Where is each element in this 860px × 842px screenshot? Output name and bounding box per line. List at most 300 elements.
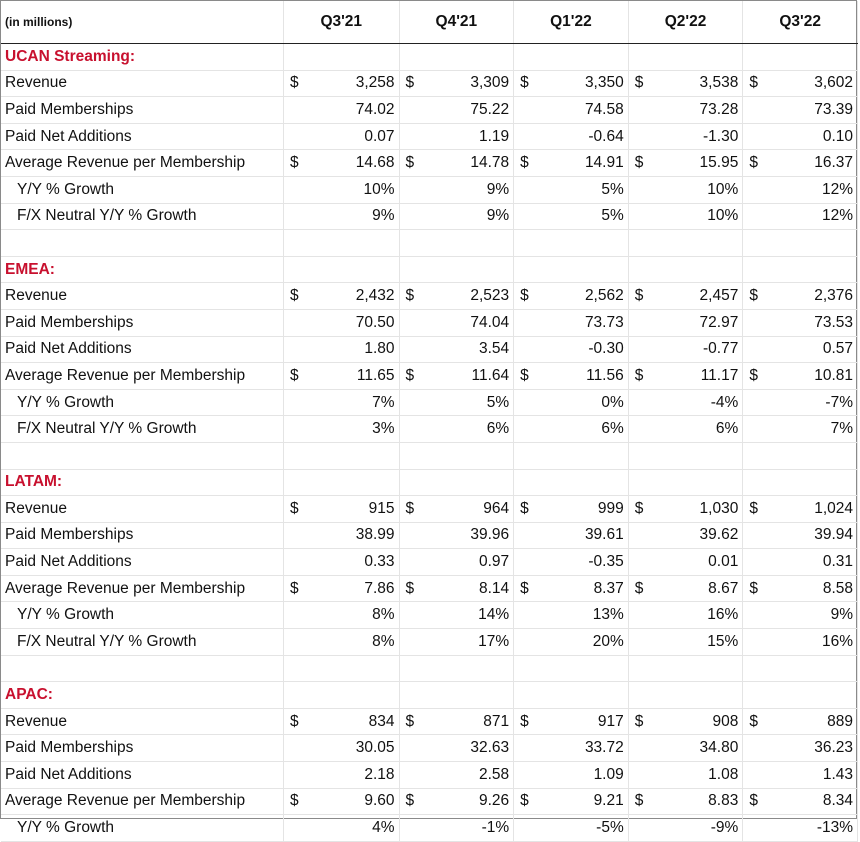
value-cell: 0.57 [765, 336, 858, 363]
empty-cell [628, 389, 650, 416]
spacer-cell [306, 655, 399, 682]
row-label: Paid Net Additions [1, 123, 283, 150]
spacer-cell [514, 230, 536, 257]
currency-symbol: $ [399, 283, 421, 310]
value-cell: 5% [421, 389, 513, 416]
empty-cell [628, 176, 650, 203]
empty-cell [399, 309, 421, 336]
value-cell: 5% [536, 176, 628, 203]
empty-cell [399, 469, 421, 496]
value-cell: 834 [306, 708, 399, 735]
empty-cell [514, 762, 536, 789]
value-cell: 15.95 [650, 150, 742, 177]
value-cell: 16% [650, 602, 742, 629]
table-row [1, 602, 858, 629]
empty-cell [514, 549, 536, 576]
empty-cell [514, 735, 536, 762]
value-cell: 10% [650, 203, 742, 230]
row-label: F/X Neutral Y/Y % Growth [1, 203, 283, 230]
value-cell: 7.86 [306, 575, 399, 602]
value-cell: 8.83 [650, 788, 742, 815]
currency-symbol: $ [283, 150, 305, 177]
currency-symbol: $ [743, 70, 765, 97]
empty-cell [399, 336, 421, 363]
empty-cell [514, 203, 536, 230]
currency-symbol: $ [628, 363, 650, 390]
empty-cell [399, 44, 421, 71]
currency-symbol: $ [743, 575, 765, 602]
value-cell: 14.68 [306, 150, 399, 177]
value-cell: 14.91 [536, 150, 628, 177]
currency-symbol: $ [514, 150, 536, 177]
empty-cell [283, 815, 305, 842]
currency-symbol: $ [283, 708, 305, 735]
currency-symbol: $ [743, 496, 765, 523]
empty-cell [399, 203, 421, 230]
value-cell: 36.23 [765, 735, 858, 762]
value-cell: 1,030 [650, 496, 742, 523]
spacer-cell [650, 442, 742, 469]
empty-cell [628, 256, 650, 283]
table-row [1, 176, 858, 203]
value-cell: 20% [536, 629, 628, 656]
value-cell: 10.81 [765, 363, 858, 390]
spacer-row [1, 230, 858, 257]
value-cell: 3% [306, 416, 399, 443]
value-cell: 39.94 [765, 522, 858, 549]
row-label: Paid Memberships [1, 97, 283, 124]
value-cell: 16.37 [765, 150, 858, 177]
empty-cell [283, 549, 305, 576]
table-row [1, 363, 858, 390]
empty-cell [514, 682, 536, 709]
section-header-row [1, 682, 858, 709]
currency-symbol: $ [514, 788, 536, 815]
value-cell: 73.39 [765, 97, 858, 124]
value-cell: 2,457 [650, 283, 742, 310]
value-cell: 2,523 [421, 283, 513, 310]
table-row [1, 123, 858, 150]
value-cell: 9.60 [306, 788, 399, 815]
value-cell: 6% [536, 416, 628, 443]
value-cell: -0.77 [650, 336, 742, 363]
empty-cell [514, 416, 536, 443]
quarter-header: Q3'22 [743, 1, 858, 44]
value-cell: -0.30 [536, 336, 628, 363]
section-header-row [1, 44, 858, 71]
empty-cell [743, 549, 765, 576]
quarter-header: Q1'22 [514, 1, 629, 44]
empty-cell [399, 416, 421, 443]
empty-cell [743, 176, 765, 203]
row-label: Average Revenue per Membership [1, 788, 283, 815]
empty-cell [743, 44, 765, 71]
empty-cell [283, 389, 305, 416]
table-row [1, 522, 858, 549]
value-cell: 15% [650, 629, 742, 656]
currency-symbol: $ [399, 788, 421, 815]
value-cell: 1.19 [421, 123, 513, 150]
value-cell: 0.31 [765, 549, 858, 576]
currency-symbol: $ [514, 708, 536, 735]
empty-cell [283, 309, 305, 336]
units-label: (in millions) [1, 1, 283, 44]
empty-cell [514, 815, 536, 842]
section-title: APAC: [1, 682, 283, 709]
currency-symbol: $ [283, 496, 305, 523]
value-cell: 34.80 [650, 735, 742, 762]
empty-cell [514, 123, 536, 150]
empty-cell [743, 629, 765, 656]
value-cell: 10% [650, 176, 742, 203]
empty-cell [743, 203, 765, 230]
empty-cell [628, 336, 650, 363]
regional-metrics-table [1, 1, 858, 842]
value-cell: 72.97 [650, 309, 742, 336]
section-title: LATAM: [1, 469, 283, 496]
value-cell: 74.02 [306, 97, 399, 124]
value-cell: 38.99 [306, 522, 399, 549]
currency-symbol: $ [399, 496, 421, 523]
value-cell: 0% [536, 389, 628, 416]
row-label: Revenue [1, 708, 283, 735]
value-cell: 3,538 [650, 70, 742, 97]
value-cell: 3,258 [306, 70, 399, 97]
empty-cell [628, 629, 650, 656]
empty-cell [514, 256, 536, 283]
value-cell: 0.01 [650, 549, 742, 576]
value-cell: 0.33 [306, 549, 399, 576]
currency-symbol: $ [283, 575, 305, 602]
row-label: Y/Y % Growth [1, 815, 283, 842]
value-cell: 39.62 [650, 522, 742, 549]
row-label: Revenue [1, 283, 283, 310]
currency-symbol: $ [743, 283, 765, 310]
empty-cell [399, 815, 421, 842]
value-cell: 14% [421, 602, 513, 629]
value-cell: 13% [536, 602, 628, 629]
value-cell: -0.35 [536, 549, 628, 576]
spacer-cell [514, 655, 536, 682]
empty-cell [743, 336, 765, 363]
value-cell: 73.73 [536, 309, 628, 336]
value-cell: 964 [421, 496, 513, 523]
empty-cell [628, 44, 650, 71]
empty-cell [743, 602, 765, 629]
value-cell: 999 [536, 496, 628, 523]
value-cell: 4% [306, 815, 399, 842]
row-label: Paid Net Additions [1, 762, 283, 789]
table-row [1, 150, 858, 177]
table-row [1, 788, 858, 815]
empty-cell [743, 522, 765, 549]
value-cell: 9.26 [421, 788, 513, 815]
table-row [1, 815, 858, 842]
value-cell: 6% [650, 416, 742, 443]
row-label: Paid Net Additions [1, 549, 283, 576]
table-row [1, 496, 858, 523]
value-cell: 0.10 [765, 123, 858, 150]
empty-cell [514, 602, 536, 629]
empty-cell [514, 309, 536, 336]
value-cell: 9% [421, 176, 513, 203]
empty-cell [283, 176, 305, 203]
spacer-row [1, 655, 858, 682]
empty-cell [628, 97, 650, 124]
spacer-cell [399, 230, 421, 257]
currency-symbol: $ [283, 363, 305, 390]
spacer-cell [536, 655, 628, 682]
table-row [1, 575, 858, 602]
value-cell: 1,024 [765, 496, 858, 523]
value-cell: 2,562 [536, 283, 628, 310]
value-cell: 74.58 [536, 97, 628, 124]
table-body [1, 1, 858, 841]
value-cell: 2,376 [765, 283, 858, 310]
empty-cell [283, 629, 305, 656]
row-label: Paid Memberships [1, 735, 283, 762]
value-cell: 0.97 [421, 549, 513, 576]
empty-cell [306, 682, 399, 709]
empty-cell [399, 549, 421, 576]
value-cell: 30.05 [306, 735, 399, 762]
value-cell: 39.96 [421, 522, 513, 549]
empty-cell [306, 44, 399, 71]
empty-cell [743, 416, 765, 443]
currency-symbol: $ [628, 496, 650, 523]
value-cell: -1.30 [650, 123, 742, 150]
row-label: Average Revenue per Membership [1, 150, 283, 177]
row-label: Average Revenue per Membership [1, 363, 283, 390]
empty-cell [514, 336, 536, 363]
value-cell: 32.63 [421, 735, 513, 762]
table-row [1, 416, 858, 443]
value-cell: 11.65 [306, 363, 399, 390]
empty-cell [743, 735, 765, 762]
empty-cell [283, 416, 305, 443]
empty-cell [399, 389, 421, 416]
table-row [1, 735, 858, 762]
currency-symbol: $ [743, 788, 765, 815]
empty-cell [421, 469, 513, 496]
value-cell: 908 [650, 708, 742, 735]
row-label: F/X Neutral Y/Y % Growth [1, 416, 283, 443]
empty-cell [743, 389, 765, 416]
value-cell: 7% [306, 389, 399, 416]
value-cell: 5% [536, 203, 628, 230]
currency-symbol: $ [399, 70, 421, 97]
value-cell: 1.08 [650, 762, 742, 789]
spacer-cell [650, 655, 742, 682]
empty-cell [743, 97, 765, 124]
spacer-cell [628, 230, 650, 257]
section-title: EMEA: [1, 256, 283, 283]
table-row [1, 708, 858, 735]
table-row [1, 203, 858, 230]
currency-symbol: $ [628, 150, 650, 177]
row-label: Paid Memberships [1, 522, 283, 549]
spacer-cell [283, 442, 305, 469]
spacer-cell [399, 442, 421, 469]
empty-cell [628, 602, 650, 629]
empty-cell [650, 469, 742, 496]
empty-cell [283, 256, 305, 283]
value-cell: 1.43 [765, 762, 858, 789]
spacer-cell [536, 230, 628, 257]
row-label: Paid Memberships [1, 309, 283, 336]
currency-symbol: $ [514, 283, 536, 310]
value-cell: 74.04 [421, 309, 513, 336]
empty-cell [765, 256, 858, 283]
value-cell: 11.64 [421, 363, 513, 390]
quarter-header: Q4'21 [399, 1, 514, 44]
header-row [1, 1, 858, 44]
value-cell: 73.28 [650, 97, 742, 124]
spacer-cell [650, 230, 742, 257]
value-cell: 10% [306, 176, 399, 203]
empty-cell [514, 389, 536, 416]
empty-cell [283, 123, 305, 150]
currency-symbol: $ [283, 788, 305, 815]
table-row [1, 309, 858, 336]
value-cell: 73.53 [765, 309, 858, 336]
empty-cell [628, 682, 650, 709]
empty-cell [514, 176, 536, 203]
value-cell: 915 [306, 496, 399, 523]
spacer-cell [421, 655, 513, 682]
empty-cell [399, 123, 421, 150]
currency-symbol: $ [514, 70, 536, 97]
empty-cell [628, 416, 650, 443]
spacer-cell [743, 230, 765, 257]
currency-symbol: $ [399, 575, 421, 602]
row-label: Paid Net Additions [1, 336, 283, 363]
currency-symbol: $ [628, 283, 650, 310]
table-row [1, 336, 858, 363]
empty-cell [628, 762, 650, 789]
value-cell: 8.34 [765, 788, 858, 815]
value-cell: 8.37 [536, 575, 628, 602]
empty-cell [399, 735, 421, 762]
table-row [1, 70, 858, 97]
spacer-cell [765, 442, 858, 469]
empty-cell [399, 176, 421, 203]
empty-cell [536, 44, 628, 71]
section-header-row [1, 469, 858, 496]
spacer-cell [421, 230, 513, 257]
value-cell: 17% [421, 629, 513, 656]
empty-cell [628, 123, 650, 150]
value-cell: -7% [765, 389, 858, 416]
value-cell: 75.22 [421, 97, 513, 124]
value-cell: -13% [765, 815, 858, 842]
value-cell: 1.80 [306, 336, 399, 363]
currency-symbol: $ [743, 708, 765, 735]
empty-cell [283, 336, 305, 363]
table-row [1, 762, 858, 789]
empty-cell [765, 682, 858, 709]
empty-cell [421, 256, 513, 283]
empty-cell [283, 602, 305, 629]
table-row [1, 549, 858, 576]
value-cell: 3.54 [421, 336, 513, 363]
row-label: Y/Y % Growth [1, 389, 283, 416]
empty-cell [650, 682, 742, 709]
value-cell: 39.61 [536, 522, 628, 549]
empty-cell [421, 682, 513, 709]
section-header-row [1, 256, 858, 283]
empty-cell [743, 123, 765, 150]
row-label: Average Revenue per Membership [1, 575, 283, 602]
spacer-cell [306, 442, 399, 469]
currency-symbol: $ [399, 150, 421, 177]
empty-cell [399, 602, 421, 629]
empty-cell [628, 735, 650, 762]
spacer-cell [1, 442, 283, 469]
spacer-cell [306, 230, 399, 257]
empty-cell [283, 97, 305, 124]
value-cell: 9.21 [536, 788, 628, 815]
value-cell: 12% [765, 203, 858, 230]
empty-cell [306, 256, 399, 283]
currency-symbol: $ [514, 363, 536, 390]
value-cell: 8% [306, 629, 399, 656]
empty-cell [743, 682, 765, 709]
value-cell: 1.09 [536, 762, 628, 789]
value-cell: -4% [650, 389, 742, 416]
empty-cell [421, 44, 513, 71]
empty-cell [743, 762, 765, 789]
currency-symbol: $ [399, 708, 421, 735]
currency-symbol: $ [743, 150, 765, 177]
value-cell: 9% [306, 203, 399, 230]
empty-cell [743, 256, 765, 283]
spacer-cell [628, 442, 650, 469]
value-cell: 33.72 [536, 735, 628, 762]
value-cell: 917 [536, 708, 628, 735]
value-cell: 9% [421, 203, 513, 230]
empty-cell [283, 682, 305, 709]
empty-cell [765, 469, 858, 496]
value-cell: 871 [421, 708, 513, 735]
empty-cell [283, 735, 305, 762]
value-cell: -5% [536, 815, 628, 842]
spacer-cell [514, 442, 536, 469]
row-label: Y/Y % Growth [1, 602, 283, 629]
empty-cell [628, 469, 650, 496]
empty-cell [514, 522, 536, 549]
row-label: Revenue [1, 70, 283, 97]
currency-symbol: $ [283, 70, 305, 97]
spacer-cell [283, 230, 305, 257]
value-cell: 16% [765, 629, 858, 656]
spacer-cell [1, 655, 283, 682]
empty-cell [536, 469, 628, 496]
currency-symbol: $ [514, 496, 536, 523]
table-row [1, 629, 858, 656]
empty-cell [765, 44, 858, 71]
empty-cell [283, 469, 305, 496]
currency-symbol: $ [628, 575, 650, 602]
empty-cell [514, 97, 536, 124]
spacer-cell [399, 655, 421, 682]
spacer-cell [283, 655, 305, 682]
value-cell: 6% [421, 416, 513, 443]
quarter-header: Q2'22 [628, 1, 743, 44]
empty-cell [399, 522, 421, 549]
empty-cell [283, 762, 305, 789]
empty-cell [628, 549, 650, 576]
